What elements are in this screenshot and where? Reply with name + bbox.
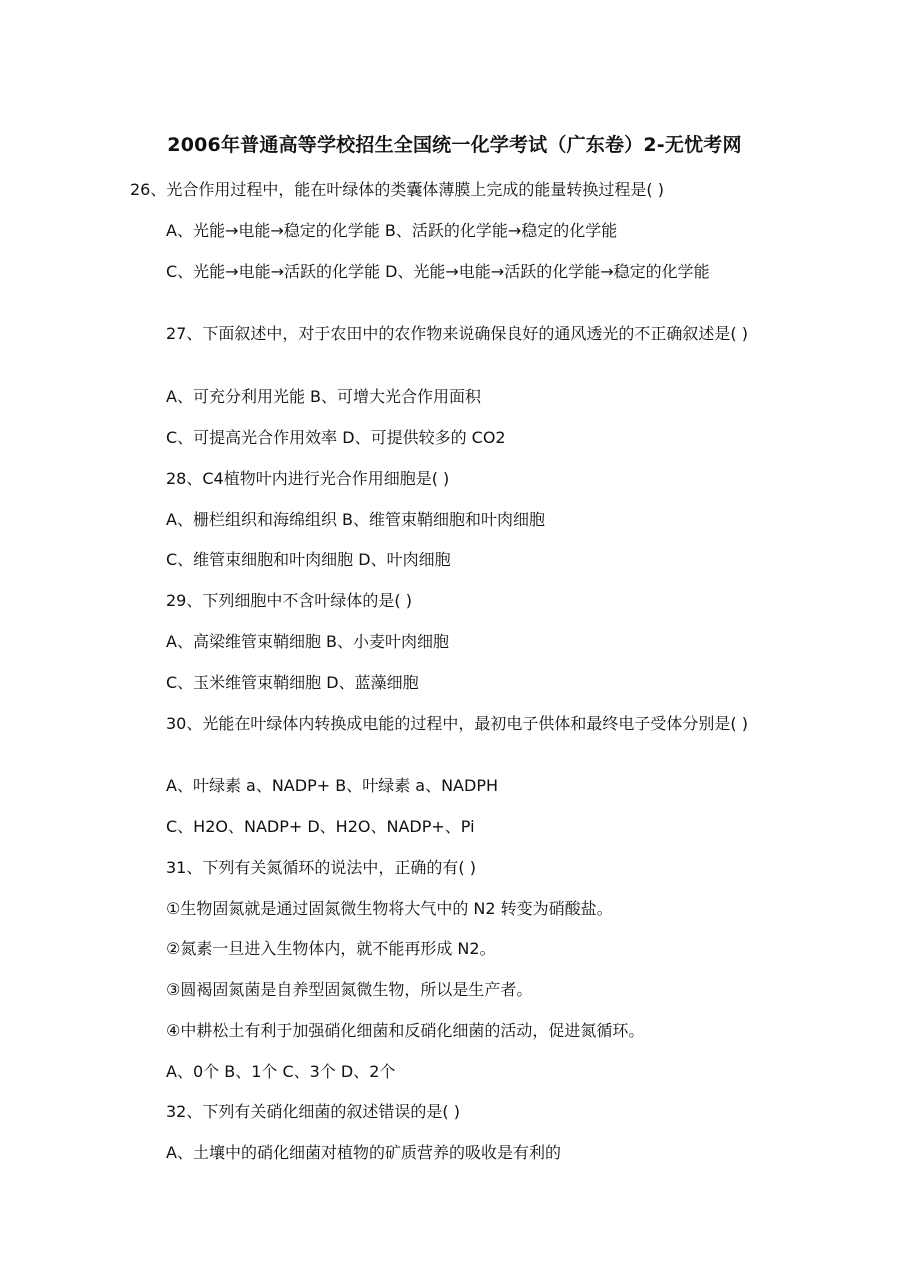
statement-31-2: ②氮素一旦进入生物体内，就不能再形成 N2。: [166, 939, 496, 958]
question-32: 32、下列有关硝化细菌的叙述错误的是( ): [166, 1102, 460, 1121]
option-30-cd: C、H2O、NADP+ D、H2O、NADP+、Pi: [166, 817, 475, 836]
option-28-cd: C、维管束细胞和叶肉细胞 D、叶肉细胞: [166, 550, 451, 569]
option-30-ab: A、叶绿素 a、NADP+ B、叶绿素 a、NADPH: [166, 776, 498, 795]
question-30: 30、光能在叶绿体内转换成电能的过程中，最初电子供体和最终电子受体分别是( ): [166, 714, 748, 733]
option-29-ab: A、高梁维管束鞘细胞 B、小麦叶肉细胞: [166, 632, 450, 651]
option-26-cd: C、光能→电能→活跃的化学能 D、光能→电能→活跃的化学能→稳定的化学能: [166, 262, 710, 281]
option-27-ab: A、可充分利用光能 B、可增大光合作用面积: [166, 387, 482, 406]
statement-31-4: ④中耕松土有利于加强硝化细菌和反硝化细菌的活动，促进氮循环。: [166, 1021, 645, 1040]
statement-31-3: ③圆褐固氮菌是自养型固氮微生物，所以是生产者。: [166, 980, 533, 999]
question-31: 31、下列有关氮循环的说法中，正确的有( ): [166, 858, 476, 877]
question-26: 26、光合作用过程中，能在叶绿体的类囊体薄膜上完成的能量转换过程是( ): [130, 180, 664, 199]
option-28-ab: A、栅栏组织和海绵组织 B、维管束鞘细胞和叶肉细胞: [166, 510, 546, 529]
option-31: A、0个 B、1个 C、3个 D、2个: [166, 1062, 396, 1081]
question-28: 28、C4植物叶内进行光合作用细胞是( ): [166, 469, 450, 488]
question-29: 29、下列细胞中不含叶绿体的是( ): [166, 591, 412, 610]
question-27: 27、下面叙述中，对于农田中的农作物来说确保良好的通风透光的不正确叙述是( ): [166, 324, 748, 343]
option-32-a: A、土壤中的硝化细菌对植物的矿质营养的吸收是有利的: [166, 1143, 561, 1162]
option-26-ab: A、光能→电能→稳定的化学能 B、活跃的化学能→稳定的化学能: [166, 221, 618, 240]
option-29-cd: C、玉米维管束鞘细胞 D、蓝藻细胞: [166, 673, 419, 692]
document-title: 2006年普通高等学校招生全国统一化学考试（广东卷）2-无忧考网: [167, 134, 742, 156]
statement-31-1: ①生物固氮就是通过固氮微生物将大气中的 N2 转变为硝酸盐。: [166, 899, 613, 918]
option-27-cd: C、可提高光合作用效率 D、可提供较多的 CO2: [166, 428, 506, 447]
